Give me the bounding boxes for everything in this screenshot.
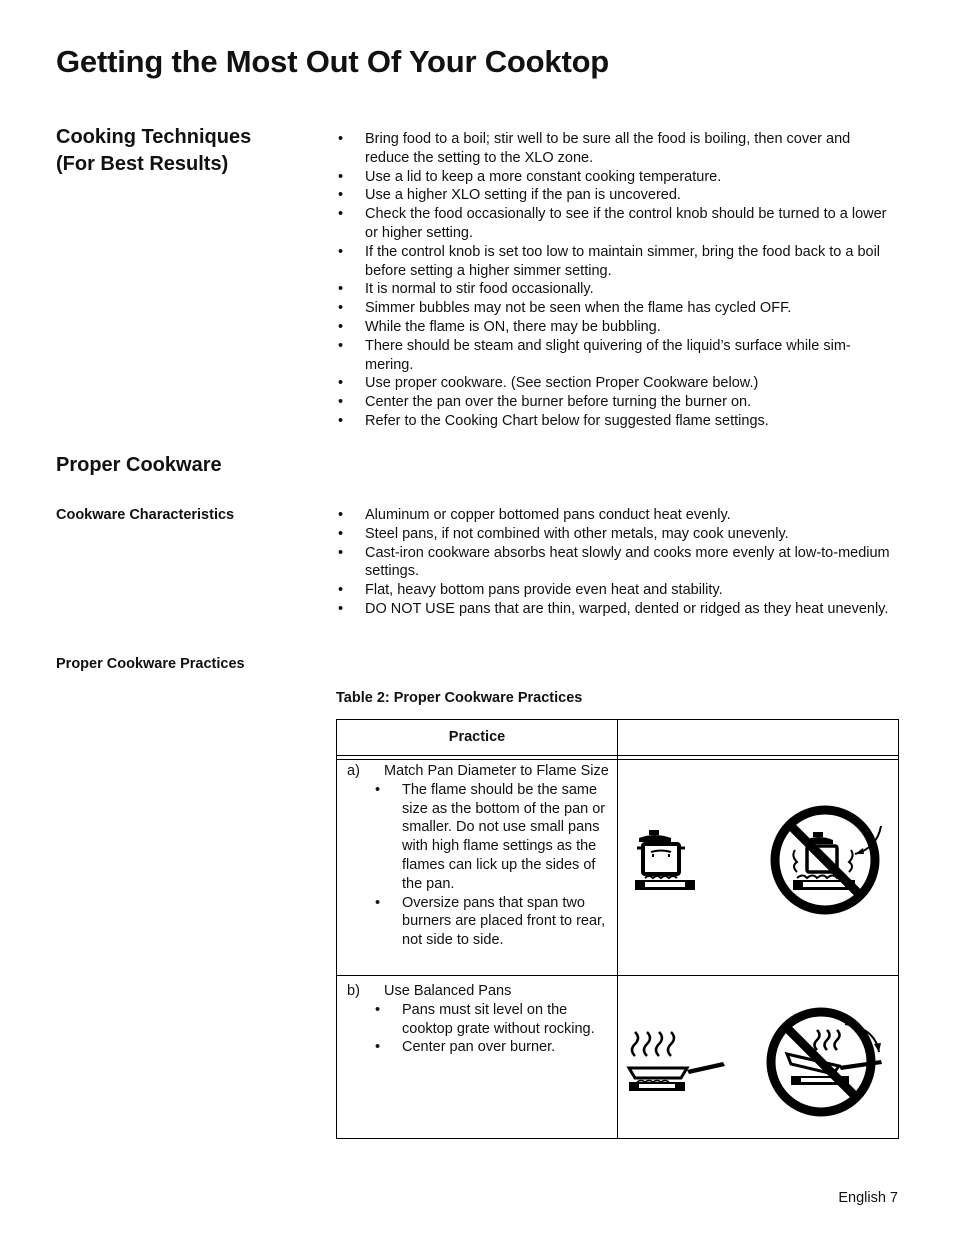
practice-bullets xyxy=(337,1001,617,1057)
cooking-techniques-heading-line2: (For Best Results) xyxy=(56,153,229,175)
header-divider xyxy=(337,759,898,760)
cookware-characteristics-heading: Cookware Characteristics xyxy=(56,507,235,523)
list-item: • If the control knob is set too low to maintain simmer, bring the food back to a boil before setting a higher simmer setting. xyxy=(336,243,896,281)
list-item: • Simmer bubbles may not be seen when the flame has cycled OFF. xyxy=(336,299,896,318)
cooking-techniques-list xyxy=(336,130,896,431)
practice-title xyxy=(347,982,617,1001)
proper-cookware-heading: Proper Cookware xyxy=(56,454,222,476)
list-item: • Center pan over burner. xyxy=(337,1038,617,1057)
cooking-techniques-heading-line1: Cooking Techniques xyxy=(56,126,252,148)
practices-table xyxy=(336,719,899,1139)
list-item: • Refer to the Cooking Chart below for suggested flame settings. xyxy=(336,412,896,431)
pot-on-burner-icon xyxy=(631,830,699,894)
header-divider xyxy=(337,755,898,756)
practice-title-text: Match Pan Diameter to Flame Size xyxy=(384,763,609,779)
practice-title xyxy=(347,762,617,781)
prohibited-small-pot-high-flame-icon xyxy=(769,802,889,918)
list-item: • Bring food to a boil; stir well to be sure all the food is boiling, then cover and reduce the setting to the XLO zone. xyxy=(336,130,896,168)
list-item: • Use a higher XLO setting if the pan is uncovered. xyxy=(336,186,896,205)
balanced-skillet-icon xyxy=(625,1026,729,1094)
prohibited-tipping-skillet-icon xyxy=(763,1004,891,1118)
list-item: • Center the pan over the burner before turning the burner on. xyxy=(336,393,896,412)
list-item: • Steel pans, if not combined with other metals, may cook unevenly. xyxy=(336,525,896,544)
column-header-practice: Practice xyxy=(448,729,506,745)
list-item: • It is normal to stir food occasionally. xyxy=(336,280,896,299)
cooking-techniques-heading xyxy=(56,124,251,178)
cookware-characteristics-list xyxy=(336,506,896,619)
list-item: • Check the food occasionally to see if the control knob should be turned to a lower or higher setting. xyxy=(336,205,896,243)
list-item: • While the flame is ON, there may be bubbling. xyxy=(336,318,896,337)
table-row xyxy=(337,982,617,1057)
list-item: • Pans must sit level on the cooktop grate without rocking. xyxy=(337,1001,617,1039)
row-divider xyxy=(337,975,898,976)
list-item: • The flame should be the same size as the bottom of the pan or smaller. Do not use small pans with high flame settings as the flames can lick up the sides of the pan. xyxy=(337,781,617,894)
list-item: • Use a lid to keep a more constant cooking temperature. xyxy=(336,168,896,187)
table-caption: Table 2: Proper Cookware Practices xyxy=(336,690,583,706)
column-divider xyxy=(617,720,618,1138)
list-item: • Use proper cookware. (See section Proper Cookware below.) xyxy=(336,374,896,393)
row-marker: a) xyxy=(347,763,360,779)
list-item: • Oversize pans that span two burners are placed front to rear, not side to side. xyxy=(337,894,617,950)
row-marker: b) xyxy=(347,983,360,999)
practice-bullets xyxy=(337,781,617,950)
page-footer: English 7 xyxy=(838,1190,898,1206)
list-item: • Aluminum or copper bottomed pans conduct heat evenly. xyxy=(336,506,896,525)
list-item: • Flat, heavy bottom pans provide even heat and stability. xyxy=(336,581,896,600)
list-item: • There should be steam and slight quivering of the liquid’s surface while sim-mering. xyxy=(336,337,896,375)
practice-title-text: Use Balanced Pans xyxy=(384,983,512,999)
cookware-practices-heading: Proper Cookware Practices xyxy=(56,656,245,672)
list-item: • DO NOT USE pans that are thin, warped, dented or ridged as they heat unevenly. xyxy=(336,600,896,619)
list-item: • Cast-iron cookware absorbs heat slowly and cooks more evenly at low-to-medium settings. xyxy=(336,544,896,582)
page-title: Getting the Most Out Of Your Cooktop xyxy=(56,44,610,79)
table-row xyxy=(337,762,617,950)
